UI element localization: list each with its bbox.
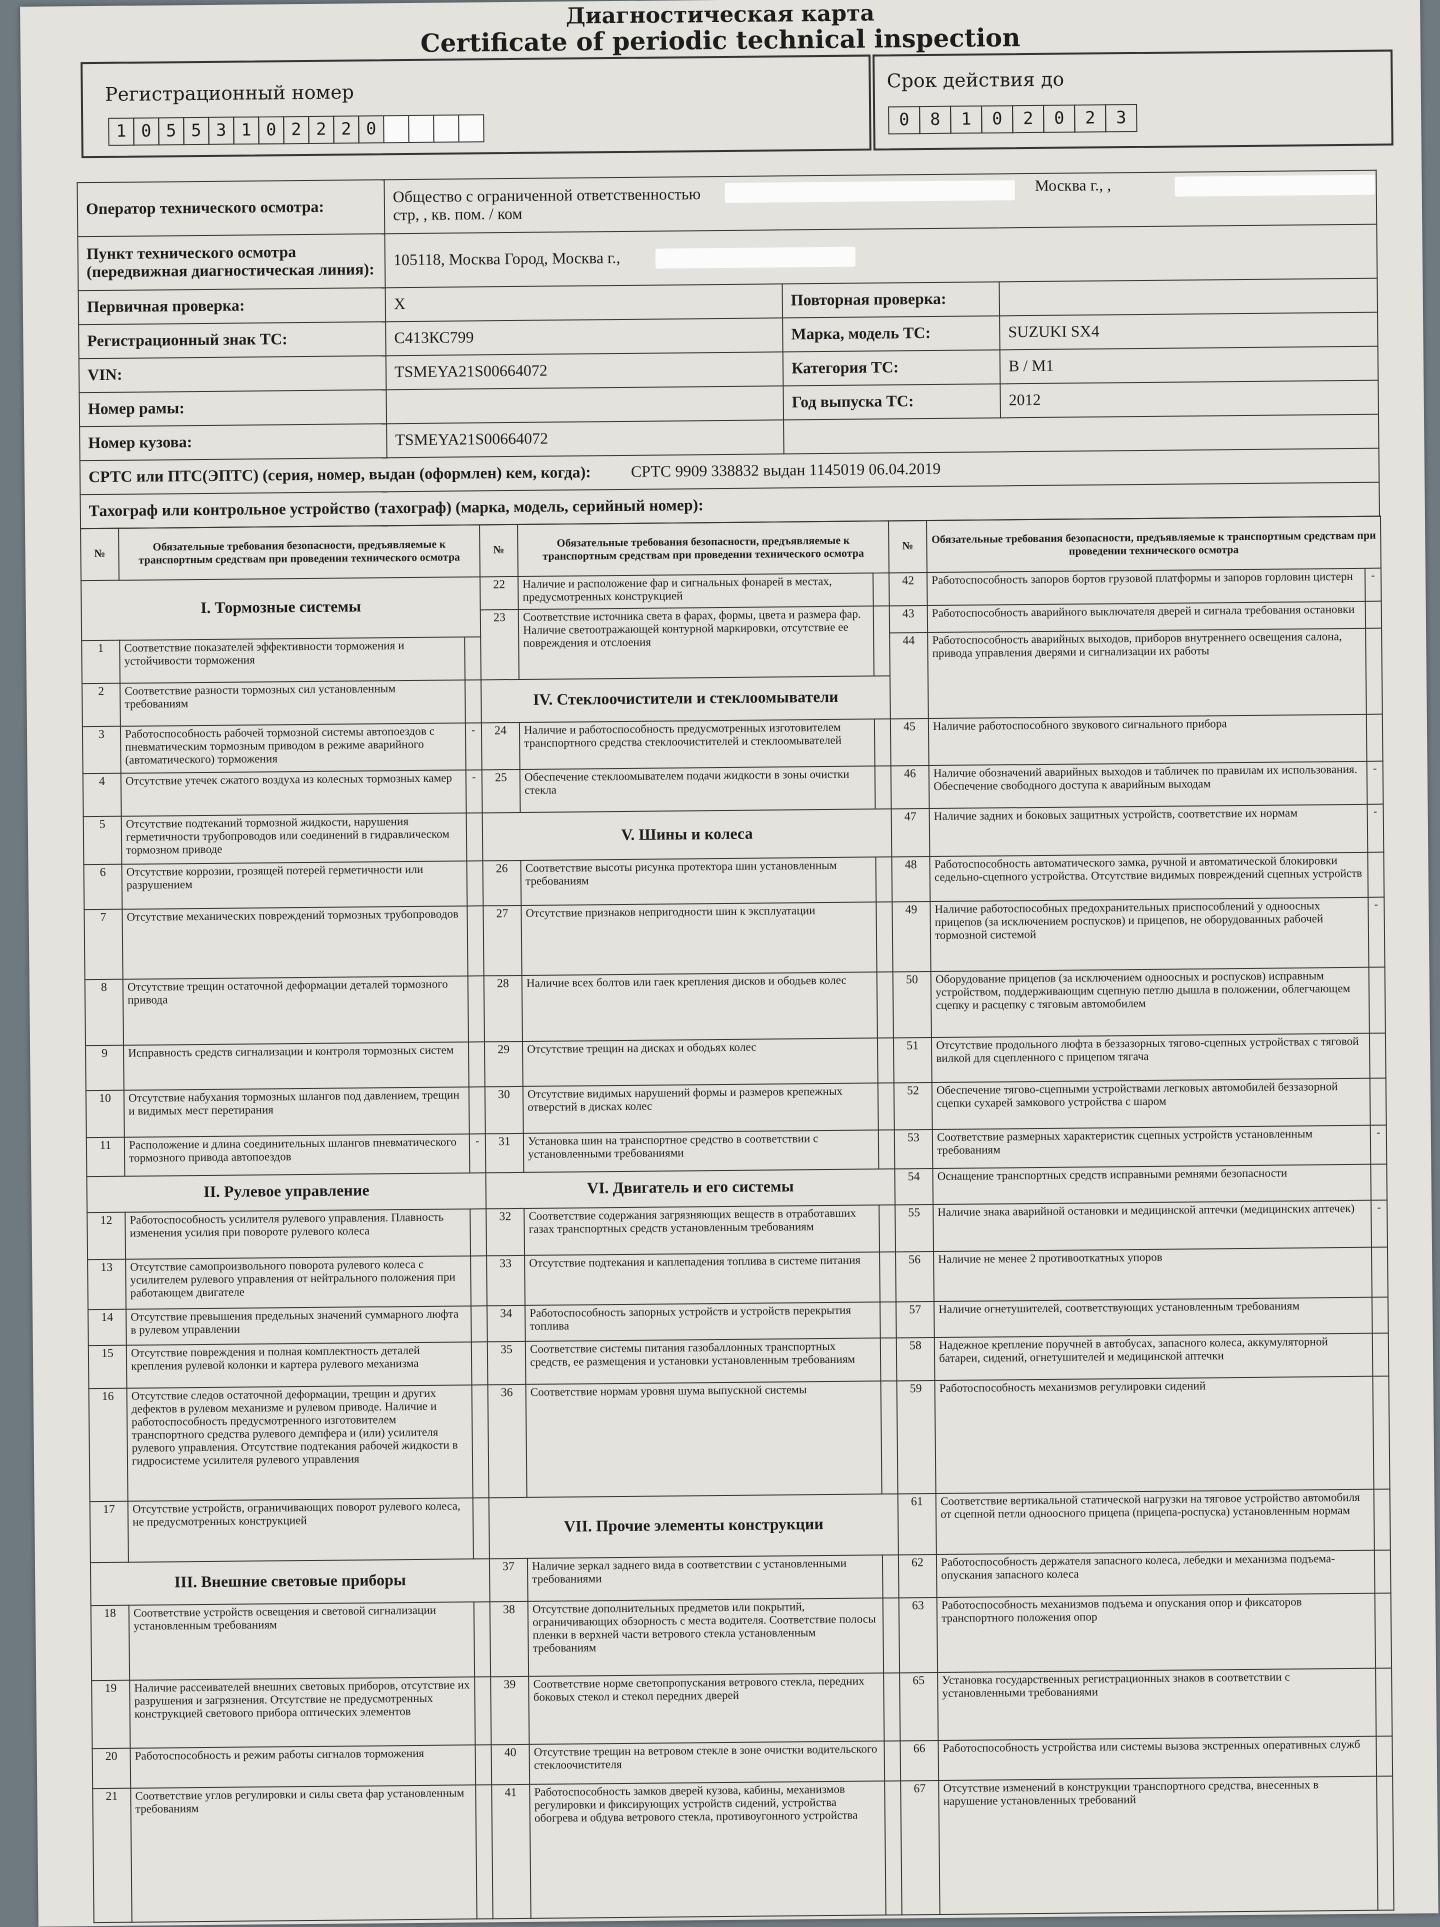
requirement-text: Работоспособность автоматического замка, ручной и автоматической блокировки седельно-сцепного устройства. Отсутствие видимых повреждений сцепных устройств [930, 852, 1368, 901]
requirement-text: Соответствие показателей эффективности торможения и устойчивости торможения [120, 637, 465, 683]
result-mark [1375, 1593, 1392, 1668]
requirement-text: Установка шин на транспортное средство в соответствии с установленными требованиями [523, 1130, 878, 1172]
requirement-text: Соответствие источника света в фарах, формы, цвета и размера фар. Наличие светоотражающей контурной маркировки, отсутствие ее повреждения и отслоения [518, 606, 874, 679]
requirement-text: Надежное крепление поручней в автобусах, запасного колеса, аккумуляторной батареи, сидений, огнетушителей и медицинской аптечки [934, 1334, 1372, 1381]
item-number: 50 [893, 972, 932, 1038]
item-number: 61 [898, 1494, 937, 1555]
item-number: 9 [86, 1045, 124, 1091]
requirement-text: Работоспособность устройства или системы вызова экстренных оперативных служб [938, 1736, 1376, 1781]
frame-label: Номер рамы: [79, 390, 386, 427]
requirement-text: Наличие зеркал заднего вида в соответствии с установленными требованиями [527, 1555, 882, 1601]
reg-digit: 2 [333, 115, 359, 143]
repeat-label: Повторная проверка: [782, 282, 999, 318]
result-mark [471, 1342, 487, 1385]
reg-digit: 0 [258, 116, 284, 144]
item-number: 7 [84, 909, 123, 979]
reg-digit-redacted [383, 115, 409, 143]
year-value: 2012 [1000, 380, 1378, 418]
requirement-text: Работоспособность аварийного выключателя дверей и сигнала требования остановки [927, 601, 1365, 632]
item-number: 30 [485, 1086, 523, 1134]
requirement-text: Отсутствие самопроизвольного поворота рулевого колеса с усилителем рулевого управления от нейтрального положения при работающем двигателе [126, 1256, 471, 1309]
result-mark [884, 1741, 900, 1782]
point-value: 105118, Москва Город, Москва г., [393, 249, 620, 268]
result-mark: - [465, 723, 481, 771]
item-number: 32 [486, 1208, 524, 1256]
item-number: 29 [484, 1041, 522, 1087]
frame-value [386, 386, 783, 424]
item-number: 21 [93, 1789, 132, 1923]
requirement-text: Наличие работоспособных предохранительных приспособлений у одноосных прицепов (за исключением роспусков) и прицепов, не оборудованных рабочей тормозной системой [930, 897, 1369, 971]
valid-digit: 8 [919, 106, 951, 134]
section-title: VI. Двигатель и его системы [486, 1169, 895, 1209]
result-mark [876, 902, 893, 972]
item-number: 46 [891, 766, 929, 809]
item-number: 66 [900, 1740, 938, 1781]
item-number: 35 [487, 1342, 525, 1385]
col-header-number: № [889, 521, 927, 573]
item-number: 17 [90, 1502, 129, 1563]
col-header-requirement: Обязательные требования безопасности, предъявляемые к транспортным средствам при проведении технического осмотра [927, 516, 1381, 572]
operator-cell [384, 170, 1376, 234]
valid-digit: 1 [950, 105, 982, 133]
result-mark [1372, 1333, 1388, 1376]
requirement-text: Отсутствие механических повреждений тормозных трубопроводов [122, 906, 468, 979]
item-number: 49 [892, 901, 931, 971]
result-mark [880, 1252, 896, 1302]
result-mark [467, 861, 483, 906]
srts-value: СРТС 9909 338832 выдан 1145019 06.04.2019 [631, 460, 941, 480]
result-mark [1366, 628, 1383, 714]
year-label: Год выпуска ТС: [783, 384, 1000, 420]
item-number: 53 [894, 1130, 932, 1169]
result-mark: - [1371, 1200, 1387, 1248]
item-number: 23 [480, 609, 519, 679]
requirement-text: Соответствие норме светопропускания ветрового стекла, передних боковых стекол и стекол передних дверей [529, 1673, 885, 1744]
result-mark [1374, 1489, 1391, 1550]
item-number: 28 [484, 975, 523, 1041]
item-number: 4 [83, 774, 121, 817]
result-mark [474, 1602, 491, 1677]
result-mark: - [466, 770, 482, 813]
result-mark [873, 573, 889, 606]
result-mark [468, 976, 485, 1042]
requirement-text: Работоспособность аварийных выходов, приборов внутреннего освещения салона, привода управления дверями и сигнализации их работы [928, 628, 1367, 718]
item-number: 13 [88, 1260, 126, 1310]
requirement-text: Отсутствие видимых нарушений формы и размеров крепежных отверстий в дисках колес [523, 1083, 878, 1134]
model-label: Марка, модель ТС: [783, 316, 1000, 352]
requirement-text: Соответствие углов регулировки и силы света фар установленным требованиям [131, 1785, 477, 1922]
requirement-text: Наличие не менее 2 противооткатных упоров [934, 1248, 1372, 1302]
requirement-text: Оснащение транспортных средств исправными ремнями безопасности [933, 1164, 1371, 1204]
requirement-text: Отсутствие трещин на дисках и ободьях колес [522, 1038, 877, 1087]
item-number: 34 [487, 1306, 525, 1343]
redacted-area [655, 247, 855, 269]
requirement-text: Наличие огнетушителей, соответствующих установленным требованиям [934, 1297, 1372, 1337]
item-number: 12 [87, 1212, 125, 1260]
body-value: TSMEYA21S00664072 [387, 420, 784, 458]
result-mark [468, 1041, 484, 1086]
result-mark [877, 972, 894, 1038]
result-mark [469, 1087, 485, 1135]
result-mark [880, 1302, 896, 1338]
tacho-label: Тахограф или контрольное устройство (тахограф) (марка, модель, серийный номер): [89, 497, 704, 520]
requirement-text: Соответствие разности тормозных сил установленным требованиям [120, 680, 465, 726]
requirement-text: Работоспособность замков дверей кузова, кабины, механизмов регулировки и фиксирующих устройств сидений, устройства обогрева и обдува ветрового стекла, противоугонного устройства [530, 1781, 886, 1918]
item-number: 31 [485, 1134, 523, 1173]
col-header-number: № [480, 524, 518, 576]
item-number: 6 [84, 864, 122, 910]
requirement-text: Соответствие системы питания газобаллонных транспортных средств, ее размещения и установки установленным требованиям [525, 1338, 880, 1384]
item-number: 22 [480, 576, 518, 609]
item-number: 42 [889, 573, 927, 606]
result-mark [466, 813, 482, 861]
section-title: III. Внешние световые приборы [90, 1559, 489, 1606]
result-mark [873, 606, 890, 676]
requirement-text: Соответствие высоты рисунка протектора шин установленным требованиям [521, 857, 876, 906]
result-mark: - [1368, 897, 1385, 967]
requirement-text: Наличие знака аварийной остановки и медицинской аптечки (медицинских аптечек) [933, 1200, 1371, 1252]
reg-digit-redacted [433, 115, 459, 143]
vin-value: TSMEYA21S00664072 [386, 352, 783, 390]
item-number: 25 [482, 770, 520, 813]
redacted-area [1175, 175, 1375, 197]
valid-digit: 2 [1074, 104, 1106, 132]
section-title: II. Рулевое управление [87, 1173, 486, 1213]
item-number: 16 [89, 1388, 128, 1501]
operator-address: стр, , кв. пом. / ком [393, 197, 1368, 224]
requirement-text: Отсутствие следов остаточной деформации, трещин и других дефектов в рулевом механизме и рулевом приводе. Наличие и работоспособность предусмотренного изготовителем транспортного средства рулевого демпфера и (или) усилителя рулевого управления. Отсутствие подтекания рабочей жидкости в гидросистеме усилителя рулевого управления [127, 1385, 473, 1501]
item-number: 67 [901, 1781, 940, 1915]
valid-digit: 0 [888, 106, 920, 134]
result-mark: - [1367, 804, 1383, 852]
item-number: 43 [889, 605, 927, 632]
requirement-text: Соответствие размерных характеристик сцепных устройств установленным требованиям [932, 1126, 1370, 1169]
item-number: 62 [898, 1555, 936, 1598]
requirement-text: Работоспособность держателя запасного колеса, лебедки и механизма подъема-опускания запасного колеса [936, 1551, 1374, 1598]
result-mark [882, 1555, 898, 1598]
item-number: 26 [483, 860, 521, 906]
requirement-text: Оборудование прицепов (за исключением одноосных и роспусков) исправным устройством, поддерживающим сцепную петлю дышла в положении, облегчающем сцепку и расцепку с тяговым автомобилем [931, 967, 1370, 1037]
item-number: 39 [491, 1676, 530, 1744]
requirement-text: Соответствие устройств освещения и световой сигнализации установленным требованиям [129, 1602, 475, 1680]
plate-value: С413КС799 [386, 318, 783, 356]
requirement-text: Наличие и расположение фар и сигнальных фонарей в местах, предусмотренных конструкцией [518, 573, 873, 609]
item-number: 36 [488, 1385, 527, 1498]
result-mark [879, 1205, 895, 1253]
result-mark [1372, 1297, 1388, 1333]
result-mark: - [1367, 761, 1383, 804]
item-number: 33 [487, 1256, 525, 1306]
result-mark [1369, 1033, 1385, 1078]
result-mark: - [1365, 568, 1381, 601]
col-header-requirement: Обязательные требования безопасности, предъявляемые к транспортным средствам при проведении технического осмотра [518, 521, 889, 577]
operator-city: Москва г., , [1035, 177, 1111, 196]
item-number: 5 [83, 817, 121, 865]
result-mark [876, 857, 892, 902]
item-number: 45 [890, 718, 928, 766]
section-title: I. Тормозные системы [81, 577, 481, 641]
plate-label: Регистрационный знак ТС: [79, 322, 386, 359]
result-mark [1376, 1668, 1393, 1736]
result-mark [884, 1673, 901, 1741]
requirement-text: Наличие работоспособного звукового сигнального прибора [928, 714, 1366, 766]
reg-digit: 1 [233, 116, 259, 144]
item-number: 44 [890, 632, 929, 718]
result-mark [1365, 601, 1381, 628]
item-number: 52 [894, 1082, 932, 1130]
requirement-text: Наличие рассеивателей внешних световых приборов, отсутствие их разрушения и загрязнения. Отсутствие не предусмотренных конструкцией светового прибора оптических элементов [130, 1677, 476, 1748]
item-number: 24 [481, 722, 519, 770]
operator-value: Общество с ограниченной ответственностью [393, 179, 1368, 206]
result-mark [1370, 1078, 1386, 1126]
result-mark [875, 766, 891, 809]
requirement-text: Наличие обозначений аварийных выходов и табличек по правилам их использования. Обеспечение свободного доступа к аварийным выходам [929, 762, 1367, 809]
vin-label: VIN: [79, 356, 386, 393]
item-number: 15 [88, 1346, 126, 1389]
redacted-area [725, 180, 1015, 203]
requirement-text: Соответствие нормам уровня шума выпускной системы [526, 1381, 882, 1497]
item-number: 37 [489, 1559, 527, 1602]
valid-until-label: Срок действия до [887, 69, 1065, 93]
result-mark [878, 1130, 894, 1169]
item-number: 58 [896, 1338, 934, 1381]
reg-digit: 0 [133, 117, 159, 145]
result-mark [471, 1306, 487, 1342]
reg-number-label: Регистрационный номер [105, 82, 354, 106]
result-mark [472, 1385, 489, 1498]
requirement-text: Работоспособность рабочей тормозной системы автопоездов с пневматическим тормозным приводом в режиме аварийного (автоматического) торможения [120, 723, 465, 774]
category-label: Категория ТС: [783, 350, 1000, 386]
requirement-text: Отсутствие утечек сжатого воздуха из колесных тормозных камер [121, 770, 466, 816]
operator-label: Оператор технического осмотра: [77, 180, 385, 237]
reg-digit-redacted [458, 114, 484, 142]
item-number: 11 [86, 1138, 124, 1177]
result-mark [1376, 1736, 1392, 1777]
valid-digit: 0 [981, 105, 1013, 133]
reg-digit: 2 [283, 116, 309, 144]
requirement-text: Работоспособность и режим работы сигналов торможения [130, 1745, 475, 1789]
requirement-text: Наличие задних и боковых защитных устройств, соответствие их нормам [929, 805, 1367, 857]
item-number: 19 [92, 1680, 131, 1748]
requirement-text: Отсутствие признаков непригодности шин к эксплуатации [521, 902, 877, 975]
primary-value: X [385, 284, 782, 322]
point-label: Пункт технического осмотра (передвижная диагностическая линия): [78, 234, 386, 291]
item-number: 56 [896, 1252, 934, 1302]
vehicle-info-table [77, 170, 1380, 529]
item-number: 59 [897, 1381, 936, 1494]
valid-until-digits [889, 104, 1137, 134]
certificate-sheet [20, 0, 1438, 1927]
item-number: 8 [85, 979, 124, 1045]
col-header-number: № [81, 528, 119, 580]
requirement-text: Отсутствие продольного люфта в беззазорных тягово-сцепных устройствах с тяговой вилкой для сцепленного с прицепом тягача [931, 1033, 1369, 1082]
item-number: 63 [899, 1598, 938, 1673]
result-mark [470, 1209, 486, 1257]
result-mark [877, 1037, 893, 1082]
result-mark [1374, 1550, 1390, 1593]
item-number: 40 [491, 1744, 529, 1785]
result-mark [475, 1677, 492, 1745]
result-mark [881, 1381, 898, 1494]
item-number: 48 [892, 856, 930, 902]
item-number: 10 [86, 1090, 124, 1138]
empty-cell [784, 414, 1379, 454]
requirement-text: Работоспособность запоров бортов грузовой платформы и запоров горловин цистерн [927, 568, 1365, 605]
result-mark [475, 1744, 491, 1785]
result-mark [880, 1338, 896, 1381]
section-title: VII. Прочие элементы конструкции [489, 1494, 899, 1559]
result-mark [1372, 1248, 1388, 1298]
requirement-text: Отсутствие дополнительных предметов или покрытий, ограничивающих обзорность с места водителя. Соответствие полосы пленки в верхней части ветрового стекла установленным требованиям [528, 1598, 884, 1676]
requirement-text: Соответствие вертикальной статической нагрузки на тяговое устройство автомобиля от сцепной петли одноосного прицепа (прицепа-роспуска) установленным нормам [936, 1490, 1375, 1555]
requirement-text: Отсутствие трещин остаточной деформации деталей тормозного привода [123, 976, 469, 1045]
reg-number-digits [109, 114, 484, 146]
requirement-text: Отсутствие коррозии, грозящей потерей герметичности или разрушением [122, 861, 467, 910]
primary-label: Первичная проверка: [78, 288, 385, 325]
section-title: IV. Стеклоочистители и стеклоомыватели [481, 676, 890, 723]
reg-digit-redacted [408, 115, 434, 143]
requirement-text: Работоспособность механизмов регулировки сидений [935, 1377, 1374, 1494]
valid-digit: 3 [1105, 104, 1137, 132]
item-number: 55 [895, 1204, 933, 1252]
result-mark [465, 637, 481, 680]
result-mark [1371, 1164, 1387, 1200]
body-label: Номер кузова: [80, 424, 387, 461]
requirement-text: Исправность средств сигнализации и контроля тормозных систем [124, 1042, 469, 1091]
item-number: 14 [88, 1309, 126, 1346]
reg-digit: 3 [208, 117, 234, 145]
reg-number-box [81, 55, 872, 159]
reg-digit: 0 [358, 115, 384, 143]
valid-digit: 0 [1043, 105, 1075, 133]
requirement-text: Работоспособность усилителя рулевого управления. Плавность изменения усилия при повороте рулевого колеса [125, 1209, 470, 1260]
item-number: 47 [891, 809, 929, 857]
item-number: 57 [896, 1302, 934, 1339]
result-mark [885, 1781, 902, 1915]
item-number: 1 [82, 640, 120, 683]
result-mark [465, 680, 481, 723]
result-mark: - [469, 1134, 485, 1173]
requirement-text: Установка государственных регистрационных знаков в соответствии с установленными требованиями [938, 1668, 1377, 1740]
requirement-text: Отсутствие устройств, ограничивающих поворот рулевого колеса, не предусмотренных конструкцией [128, 1498, 474, 1562]
srts-label: СРТС или ПТС(ЭПТС) (серия, номер, выдан (оформлен) кем, когда): [88, 464, 591, 486]
result-mark [878, 1083, 894, 1131]
result-mark [1369, 967, 1386, 1033]
valid-digit: 2 [1012, 105, 1044, 133]
requirement-text: Отсутствие превышения предельных значений суммарного люфта в рулевом управлении [126, 1306, 471, 1345]
title-en: Certificate of periodic technical inspection [20, 19, 1420, 61]
requirement-text: Отсутствие повреждения и полная комплектность деталей крепления рулевой колонки и картера рулевого механизма [126, 1342, 471, 1388]
requirement-text: Наличие и работоспособность предусмотренных изготовителем транспортного средства стеклоочистителей и стеклоомывателей [519, 719, 874, 770]
result-mark [1377, 1777, 1394, 1911]
requirement-text: Отсутствие набухания тормозных шлангов под давлением, трещин и видимых мест перетирания [124, 1087, 469, 1138]
requirement-text: Работоспособность механизмов подъема и опускания опор и фиксаторов транспортного положения опор [937, 1594, 1376, 1673]
result-mark [1373, 1376, 1390, 1489]
requirement-text: Работоспособность запорных устройств и устройств перекрытия топлива [525, 1302, 880, 1342]
result-mark [874, 719, 890, 767]
reg-digit: 5 [183, 117, 209, 145]
requirement-text: Отсутствие изменений в конструкции транспортного средства, внесенных в нарушение установленных требований [939, 1777, 1378, 1915]
category-value: B / M1 [1000, 346, 1378, 384]
result-mark [476, 1785, 493, 1919]
item-number: 38 [490, 1602, 529, 1677]
result-mark [471, 1256, 487, 1306]
requirement-text: Отсутствие подтекания и каплепадения топлива в системе питания [525, 1252, 880, 1305]
item-number: 20 [92, 1748, 130, 1789]
requirement-text: Обеспечение тягово-сцепными устройствами легковых автомобилей беззазорной сцепки сухарей замкового устройства с шаром [932, 1078, 1370, 1130]
result-mark [467, 906, 484, 976]
requirement-text: Расположение и длина соединительных шлангов пневматического тормозного привода автопоездов [124, 1134, 469, 1176]
item-number: 18 [91, 1606, 130, 1681]
requirement-text: Отсутствие трещин на ветровом стекле в зоне очистки водительского стеклоочистителя [529, 1741, 884, 1785]
requirement-text: Соответствие содержания загрязняющих веществ в отработавших газах транспортных средств установленным требованиям [524, 1205, 879, 1256]
requirement-text: Отсутствие подтеканий тормозной жидкости, нарушения герметичности трубопроводов или соединений в гидравлическом тормозном приводе [121, 813, 466, 864]
item-number: 2 [82, 683, 120, 726]
repeat-value [999, 278, 1377, 316]
result-mark [1366, 714, 1382, 762]
result-mark: - [1370, 1125, 1386, 1164]
requirement-text: Наличие всех болтов или гаек крепления дисков и ободьев колес [522, 972, 878, 1041]
model-value: SUZUKI SX4 [1000, 312, 1378, 350]
reg-digit: 1 [108, 118, 134, 146]
requirements-table [80, 516, 1394, 1923]
result-mark [883, 1598, 900, 1673]
section-title: V. Шины и колеса [482, 809, 891, 860]
item-number: 27 [483, 905, 522, 975]
result-mark [1368, 852, 1384, 897]
item-number: 41 [492, 1785, 531, 1919]
col-header-requirement: Обязательные требования безопасности, предъявляемые к транспортным средствам при проведении технического осмотра [119, 525, 480, 580]
result-mark [473, 1498, 490, 1559]
point-cell [385, 224, 1377, 288]
item-number: 51 [893, 1037, 931, 1083]
valid-until-box [873, 50, 1394, 151]
reg-digit: 5 [158, 117, 184, 145]
item-number: 65 [900, 1672, 939, 1740]
title-ru: Диагностическая карта [20, 0, 1420, 35]
requirement-text: Обеспечение стеклоомывателем подачи жидкости в зоны очистки стекла [520, 766, 875, 812]
reg-digit: 2 [308, 116, 334, 144]
item-number: 54 [895, 1168, 933, 1205]
item-number: 3 [82, 726, 120, 774]
